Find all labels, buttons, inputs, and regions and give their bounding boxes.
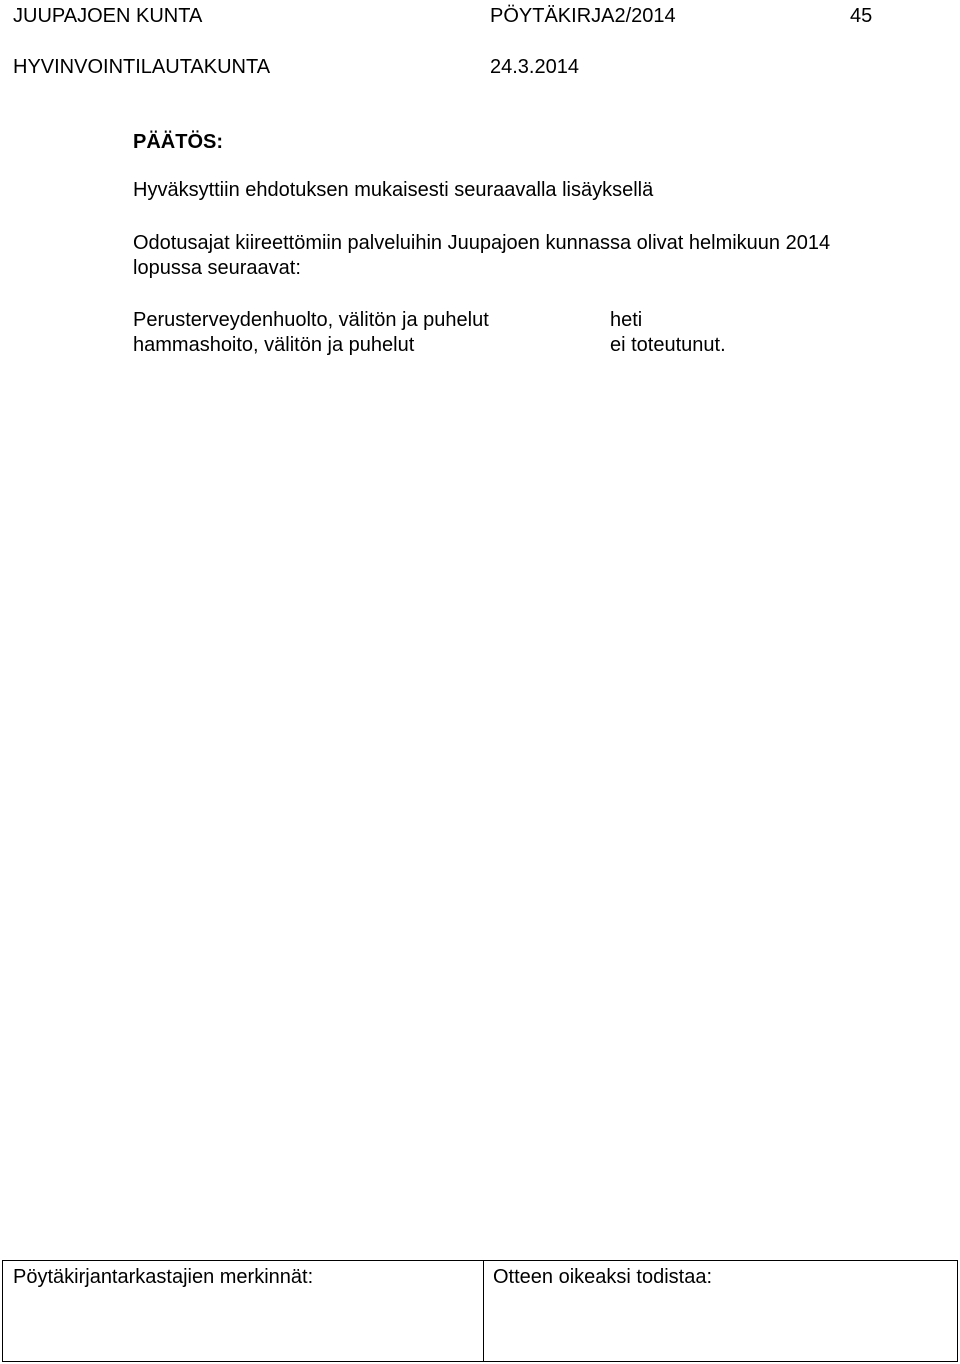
paragraph-line-2: lopussa seuraavat: <box>133 257 301 279</box>
footer-signature-box <box>2 1260 958 1362</box>
paragraph-line-1: Odotusajat kiireettömiin palveluihin Juupajoen kunnassa olivat helmikuun 2014 <box>133 232 831 254</box>
service-name: hammashoito, välitön ja puhelut <box>133 334 415 356</box>
meeting-date: 24.3.2014 <box>490 56 579 78</box>
service-name: Perusterveydenhuolto, välitön ja puhelut <box>133 309 489 331</box>
municipality-name: JUUPAJOEN KUNTA <box>13 5 203 27</box>
footer-divider <box>483 1261 484 1361</box>
service-status: heti <box>610 309 643 331</box>
decision-heading: PÄÄTÖS: <box>133 131 223 153</box>
board-name: HYVINVOINTILAUTAKUNTA <box>13 56 271 78</box>
page-number: 45 <box>850 5 873 27</box>
certified-copy-label: Otteen oikeaksi todistaa: <box>493 1266 713 1288</box>
decision-text: Hyväksyttiin ehdotuksen mukaisesti seuraavalla lisäyksellä <box>133 179 654 201</box>
document-id: PÖYTÄKIRJA2/2014 <box>490 5 676 27</box>
inspectors-notes-label: Pöytäkirjantarkastajien merkinnät: <box>13 1266 314 1288</box>
service-status: ei toteutunut. <box>610 334 726 356</box>
